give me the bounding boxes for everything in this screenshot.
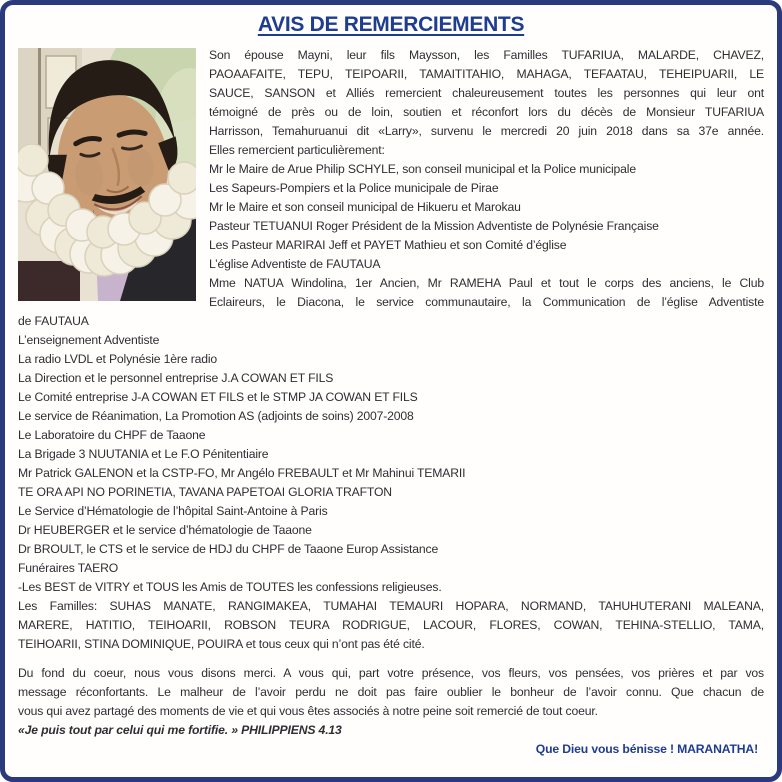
families-line: Les Familles: SUHAS MANATE, RANGIMAKEA, TUMAHAI TEMAURI HOPARA, NORMAND, TAHUHUTERANI MALEANA, [18,599,764,613]
notice-line: PAOAAFAITE, TEPU, TEIPOARII, TAMAITITAHIO, MAHAGA, TEFAATAU, TEHEIPUARII, LE [209,67,764,81]
notice-line: L’enseignement Adventiste [18,333,160,347]
notice-line: Eclaireurs, le Diacona, le service communautaire, la Communication de l’église Adventiste [209,295,764,309]
notice-line: Le Comité entreprise J-A COWAN ET FILS et le STMP JA COWAN ET FILS [18,390,418,404]
notice-body [18,46,764,759]
notice-line: Elles remercient particulièrement: [209,143,385,157]
portrait-illustration [18,48,196,301]
notice-line: Le Service d’Hématologie de l’hôpital Saint-Antoine à Paris [18,504,328,518]
portrait-photo [18,48,196,301]
title-row [18,13,764,37]
notice-line: témoigné de près ou de loin, soutien et réconfort lors du décès de Monsieur TUFARIUA [209,105,764,119]
blessing-line: Que Dieu vous bénisse ! MARANATHA! [535,742,758,756]
bible-quote: «Je puis tout par celui qui me fortifie. » PHILIPPIENS 4.13 [18,723,342,737]
notice-line: Pasteur TETUANUI Roger Président de la Mission Adventiste de Polynésie Française [209,219,659,233]
notice-line: Le service de Réanimation, La Promotion AS (adjoints de soins) 2007-2008 [18,409,414,423]
notice-line: Dr BROULT, le CTS et le service de HDJ du CHPF de Taaone Europ Assistance [18,542,439,556]
families-line: TEIHOARII, STINA DOMINIQUE, POUIRA et tous ceux qui n’ont pas été cité. [18,637,425,651]
notice-line: La Brigade 3 NUUTANIA et Le F.O Pénitentiaire [18,447,269,461]
closing-line: message réconfortants. Le malheur de l’avoir perdu ne doit pas faire oublier le bonheur de l’avoir connu. Que chacun de [18,685,764,699]
notice-line: Harrisson, Temahuruanui dit «Larry», survenu le mercredi 20 juin 2018 dans sa 37e année. [209,124,764,138]
notice-line: Mr le Maire et son conseil municipal de Hikueru et Marokau [209,200,521,214]
notice-line: Mr le Maire de Arue Philip SCHYLE, son conseil municipal et la Police municipale [209,162,636,176]
paragraph-gap [18,654,764,664]
notice-line: L’église Adventiste de FAUTAUA [209,257,381,271]
families-line: MARERE, HATITIO, TEIHOARII, ROBSON TEURA RODRIGUE, LACOUR, FLORES, COWAN, TEHINA-STELLIO, TAMA, [18,618,764,632]
notice-line: TE ORA API NO PORINETIA, TAVANA PAPETOAI GLORIA TRAFTON [18,485,392,499]
notice-line: Mr Patrick GALENON et la CSTP-FO, Mr Angélo FREBAULT et Mr Mahinui TEMARII [18,466,466,480]
notice-line: Les Pasteur MARIRAI Jeff et PAYET Mathieu et son Comité d’église [209,238,567,252]
notice-line: Dr HEUBERGER et le service d’hématologie de Taaone [18,523,312,537]
notice-line: -Les BEST de VITRY et TOUS les Amis de TOUTES les confessions religieuses. [18,580,442,594]
notice-line: Le Laboratoire du CHPF de Taaone [18,428,206,442]
notice-title: AVIS DE REMERCIEMENTS [257,13,525,36]
notice-line: Funéraires TAERO [18,561,119,575]
notice-line: de FAUTAUA [18,314,89,328]
notice-line: Son épouse Mayni, leur fils Maysson, les Familles TUFARIUA, MALARDE, CHAVEZ, [209,48,764,62]
notice-line: Mme NATUA Windolina, 1er Ancien, Mr RAMEHA Paul et tout le corps des anciens, le Club [209,276,764,290]
closing-line: Du fond du coeur, nous vous disons merci. A vous qui, part votre présence, vos fleurs, vos pensées, vos prières et par vos [18,666,764,680]
notice-line: La Direction et le personnel entreprise J.A COWAN ET FILS [18,371,334,385]
notice-line: Les Sapeurs-Pompiers et la Police municipale de Pirae [209,181,499,195]
notice-line: La radio LVDL et Polynésie 1ère radio [18,352,218,366]
closing-line: vous qui avez partagé des moments de vie et qui vous êtes associés à notre peine soit remercié de tout coeur. [18,704,598,718]
notice-line: SAUCE, SANSON et Alliés remercient chaleureusement toutes les personnes qui leur ont [209,86,764,100]
